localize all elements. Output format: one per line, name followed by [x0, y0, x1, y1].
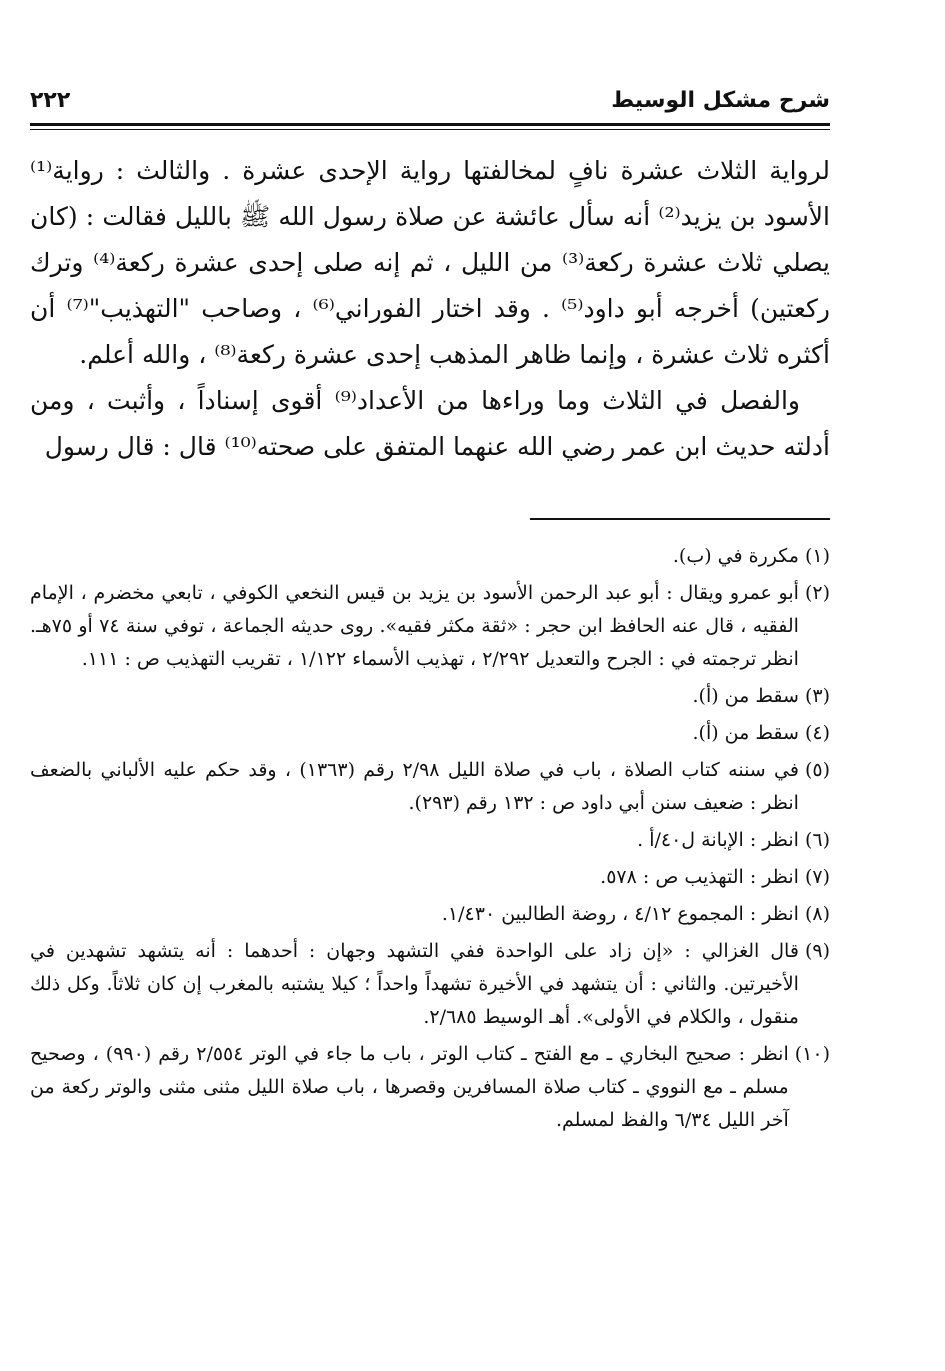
- footnote-text: قال الغزالي : «إن زاد على الواحدة ففي التشهد وجهان : أحدهما : أنه يتشهد تشهدين في الأخيرتين. والثاني : أن يتشهد في الأخيرة تشهداً واحداً ؛ كيلا يشتبه بالمغرب إن كان ثلاثاً. وكل ذلك منقول ، والكلام في الأولى». أهـ الوسيط ٢/٦٨٥.: [30, 940, 799, 1028]
- footnote-separator: [530, 518, 830, 520]
- footnote: [30, 717, 830, 750]
- footnote-text: في سننه كتاب الصلاة ، باب في صلاة الليل ٢/٩٨ رقم (١٣٦٣) ، وقد حكم عليه الألباني بالضعف انظر : ضعيف سنن أبي داود ص : ١٣٢ رقم (٢٩٣).: [30, 759, 799, 814]
- footnote: [30, 824, 830, 857]
- footnote-number: (٣): [804, 685, 830, 707]
- footnote-number: (٩): [804, 940, 830, 962]
- footnote-text: مكررة في (ب).: [672, 545, 799, 567]
- main-text: [30, 148, 830, 470]
- footnote: [30, 540, 830, 573]
- footnote-text: انظر : المجموع ٤/١٢ ، روضة الطالبين ١/٤٣٠.: [441, 903, 799, 925]
- running-header: [30, 88, 830, 122]
- footnote: [30, 935, 830, 1034]
- footnote-text: انظر : الإبانة ل٤٠/أ .: [637, 829, 799, 851]
- footnote-number: (٨): [804, 903, 830, 925]
- footnote-number: (٦): [804, 829, 830, 851]
- footnote-text: سقط من (أ).: [692, 722, 799, 744]
- footnote: [30, 754, 830, 820]
- footnote-text: أبو عمرو ويقال : أبو عبد الرحمن الأسود بن يزيد بن قيس النخعي الكوفي ، تابعي مخضرم ، الإمام الفقيه ، قال عنه الحافظ ابن حجر : «ثقة مكثر فقيه». روى حديثه الجماعة ، توفي سنة ٧٤ أو ٧٥هـ. انظر ترجمته في : الجرح والتعديل ٢/٢٩٢ ، تهذيب الأسماء ١/١٢٢ ، تقريب التهذيب ص : ١١١.: [30, 582, 799, 670]
- footnote-number: (١٠): [794, 1043, 830, 1065]
- paragraph: والفصل في الثلاث وما وراءها من الأعداد⁽⁹⁾ أقوى إسناداً ، وأثبت ، ومن أدلته حديث ابن عمر رضي الله عنهما المتفق على صحته⁽¹⁰⁾ قال : قال رسول: [30, 386, 830, 461]
- footnote-number: (٢): [804, 582, 830, 604]
- footnote: [30, 861, 830, 894]
- footnote: [30, 577, 830, 676]
- footnote: [30, 1038, 830, 1137]
- footnotes: [30, 540, 830, 1141]
- footnote: [30, 680, 830, 713]
- footnote-number: (٥): [804, 759, 830, 781]
- footnote-number: (٧): [804, 866, 830, 888]
- page-number: ٢٢٢: [30, 88, 71, 113]
- footnote: [30, 898, 830, 931]
- footnote-number: (٤): [804, 722, 830, 744]
- header-rule-thick: [30, 123, 830, 126]
- book-title: شرح مشكل الوسيط: [611, 88, 830, 113]
- footnote-number: (١): [804, 545, 830, 567]
- footnote-text: سقط من (أ).: [692, 685, 799, 707]
- footnote-text: انظر : صحيح البخاري ـ مع الفتح ـ كتاب الوتر ، باب ما جاء في الوتر ٢/٥٥٤ رقم (٩٩٠) ، وصحيح مسلم ـ مع النووي ـ كتاب صلاة المسافرين وقصرها ، باب صلاة الليل مثنى مثنى والوتر ركعة من آخر الليل ٦/٣٤ والفظ لمسلم.: [30, 1043, 789, 1131]
- book-page: [30, 60, 830, 1320]
- header-rule-thin: [30, 129, 830, 130]
- footnote-text: انظر : التهذيب ص : ٥٧٨.: [600, 866, 799, 888]
- paragraph: لرواية الثلاث عشرة نافٍ لمخالفتها رواية الإحدى عشرة . والثالث : رواية⁽¹⁾ الأسود بن يزيد⁽²⁾ أنه سأل عائشة عن صلاة رسول الله ﷺ بالليل فقالت : (كان يصلي ثلاث عشرة ركعة⁽³⁾ من الليل ، ثم إنه صلى إحدى عشرة ركعة⁽⁴⁾ وترك ركعتين) أخرجه أبو داود⁽⁵⁾ . وقد اختار الفوراني⁽⁶⁾ ، وصاحب "التهذيب"⁽⁷⁾ أن أكثره ثلاث عشرة ، وإنما ظاهر المذهب إحدى عشرة ركعة⁽⁸⁾ ، والله أعلم.: [30, 156, 830, 369]
